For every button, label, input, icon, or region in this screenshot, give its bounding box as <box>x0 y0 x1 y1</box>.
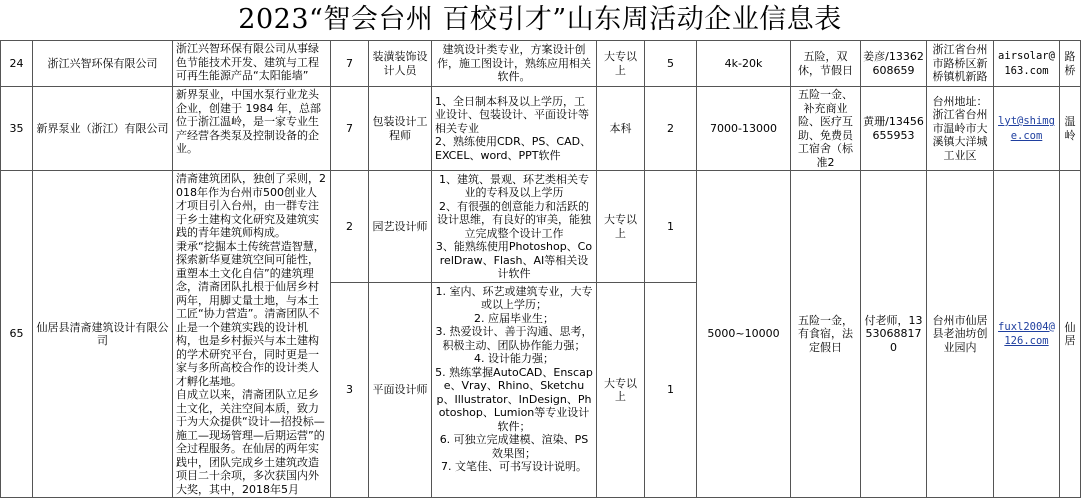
table-row <box>1 41 1081 87</box>
company-name: 浙江兴智环保有限公司 <box>33 41 173 87</box>
education: 大专以上 <box>597 41 645 87</box>
email[interactable] <box>994 87 1060 171</box>
district: 路桥 <box>1060 41 1081 87</box>
position-requirements: 1、建筑、景观、环艺类相关专业的专科及以上学历 2、有很强的创意能力和活跃的设计思维，有良好的审美，能独立完成整个设计工作 3、能熟练使用Photoshop、CorelDraw、Flash、AI等相关设计软件 <box>432 171 597 283</box>
table-row <box>1 87 1081 171</box>
company-info-table <box>0 40 1081 498</box>
row-number: 65 <box>1 171 33 498</box>
address: 台州地址：浙江省台州市温岭市大溪镇大洋城工业区 <box>927 87 994 171</box>
row-number: 24 <box>1 41 33 87</box>
position-title: 装潢装饰设计人员 <box>369 41 432 87</box>
education: 本科 <box>597 87 645 171</box>
row-number: 35 <box>1 87 33 171</box>
district: 温岭 <box>1060 87 1081 171</box>
benefits: 五险一金，有食宿，法定假日 <box>791 171 861 498</box>
benefits: 五险，双休，节假日 <box>791 41 861 87</box>
education: 大专以上 <box>597 171 645 283</box>
contact: 黄珊/13456655953 <box>861 87 927 171</box>
position-requirements: 1、全日制本科及以上学历，工业设计、包装设计、平面设计等相关专业 2、熟练使用CDR、PS、CAD、EXCEL、word、PPT软件 <box>432 87 597 171</box>
headcount: 1 <box>645 283 697 498</box>
address: 浙江省台州市路桥区新桥镇机新路 <box>927 41 994 87</box>
email-link[interactable]: fuxl2004@126.com <box>998 320 1055 347</box>
headcount: 1 <box>645 171 697 283</box>
headcount: 2 <box>645 87 697 171</box>
company-intro: 新界泵业，中国水泵行业龙头企业，创建于 1984 年，总部位于浙江温岭，是一家专业生产经营各类泵及控制设备的企业。 <box>173 87 331 171</box>
table-row <box>1 171 1081 283</box>
benefits: 五险一金、补充商业险、医疗互助、免费员工宿舍（标准2 <box>791 87 861 171</box>
company-intro: 清斋建筑团队，独创了采则，2018年作为台州市500创业人才项目引入台州，由一群专注于乡土建构文化研究及建筑实践的青年建筑师构成。 秉承“挖掘本土传统营造智慧，探索新华夏建筑空间可能性，重塑本土文化自信”的建筑理念，清斋团队扎根于仙居乡村两年，用脚丈量土地，与本土工匠“协力营造”。清斋团队不止是一个建筑实践的设计机构，也是乡村振兴与本土建构的学术研究平台，同时更是一家与多所高校合作的设计类人才孵化基地。 自成立以来，清斋团队立足乡土文化，关注空间本质，致力于为大众提供“设计—招投标—施工—现场管理—后期运营”的全过程服务。在仙居的两年实践中，团队完成乡土建筑改造项目二十余项，多次获国内外大奖，其中，2018年5月 <box>173 171 331 498</box>
address: 台州市仙居县老油坊创业园内 <box>927 171 994 498</box>
position-requirements: 1. 室内、环艺或建筑专业，大专或以上学历； 2. 应届毕业生； 3. 热爱设计、善于沟通、思考，积极主动、团队协作能力强； 4. 设计能力强； 5. 熟练掌握AutoCAD、Enscape、Vray、Rhino、Sketchup、Illustrator、InDesign、Photoshop、Lumion等专业设计软件； 6. 可独立完成建模、渲染、PS效果图； 7. 文笔佳、可书写设计说明。 <box>432 283 597 498</box>
contact: 付老师，13530688170 <box>861 171 927 498</box>
company-name: 仙居县清斋建筑设计有限公司 <box>33 171 173 498</box>
email-text[interactable]: airsolar@163.com <box>998 50 1055 77</box>
position-count: 7 <box>331 41 369 87</box>
contact: 姜彦/13362608659 <box>861 41 927 87</box>
email[interactable] <box>994 41 1060 87</box>
company-name: 新界泵业（浙江）有限公司 <box>33 87 173 171</box>
position-title: 平面设计师 <box>369 283 432 498</box>
page-title: 2023“智会台州 百校引才”山东周活动企业信息表 <box>238 4 842 35</box>
education: 大专以上 <box>597 283 645 498</box>
company-intro: 浙江兴智环保有限公司从事绿色节能技术开发、建筑与工程可再生能源产品“太阳能墙” <box>173 41 331 87</box>
salary: 5000~10000 <box>697 171 791 498</box>
salary: 4k-20k <box>697 41 791 87</box>
position-title: 园艺设计师 <box>369 171 432 283</box>
headcount: 5 <box>645 41 697 87</box>
position-title: 包装设计工程师 <box>369 87 432 171</box>
district: 仙居 <box>1060 171 1081 498</box>
email[interactable] <box>994 171 1060 498</box>
email-link[interactable]: lyt@shimge.com <box>998 115 1055 142</box>
position-count: 7 <box>331 87 369 171</box>
position-count: 3 <box>331 283 369 498</box>
salary: 7000-13000 <box>697 87 791 171</box>
position-count: 2 <box>331 171 369 283</box>
position-requirements: 建筑设计类专业，方案设计创作，施工图设计，熟练应用相关软件。 <box>432 41 597 87</box>
